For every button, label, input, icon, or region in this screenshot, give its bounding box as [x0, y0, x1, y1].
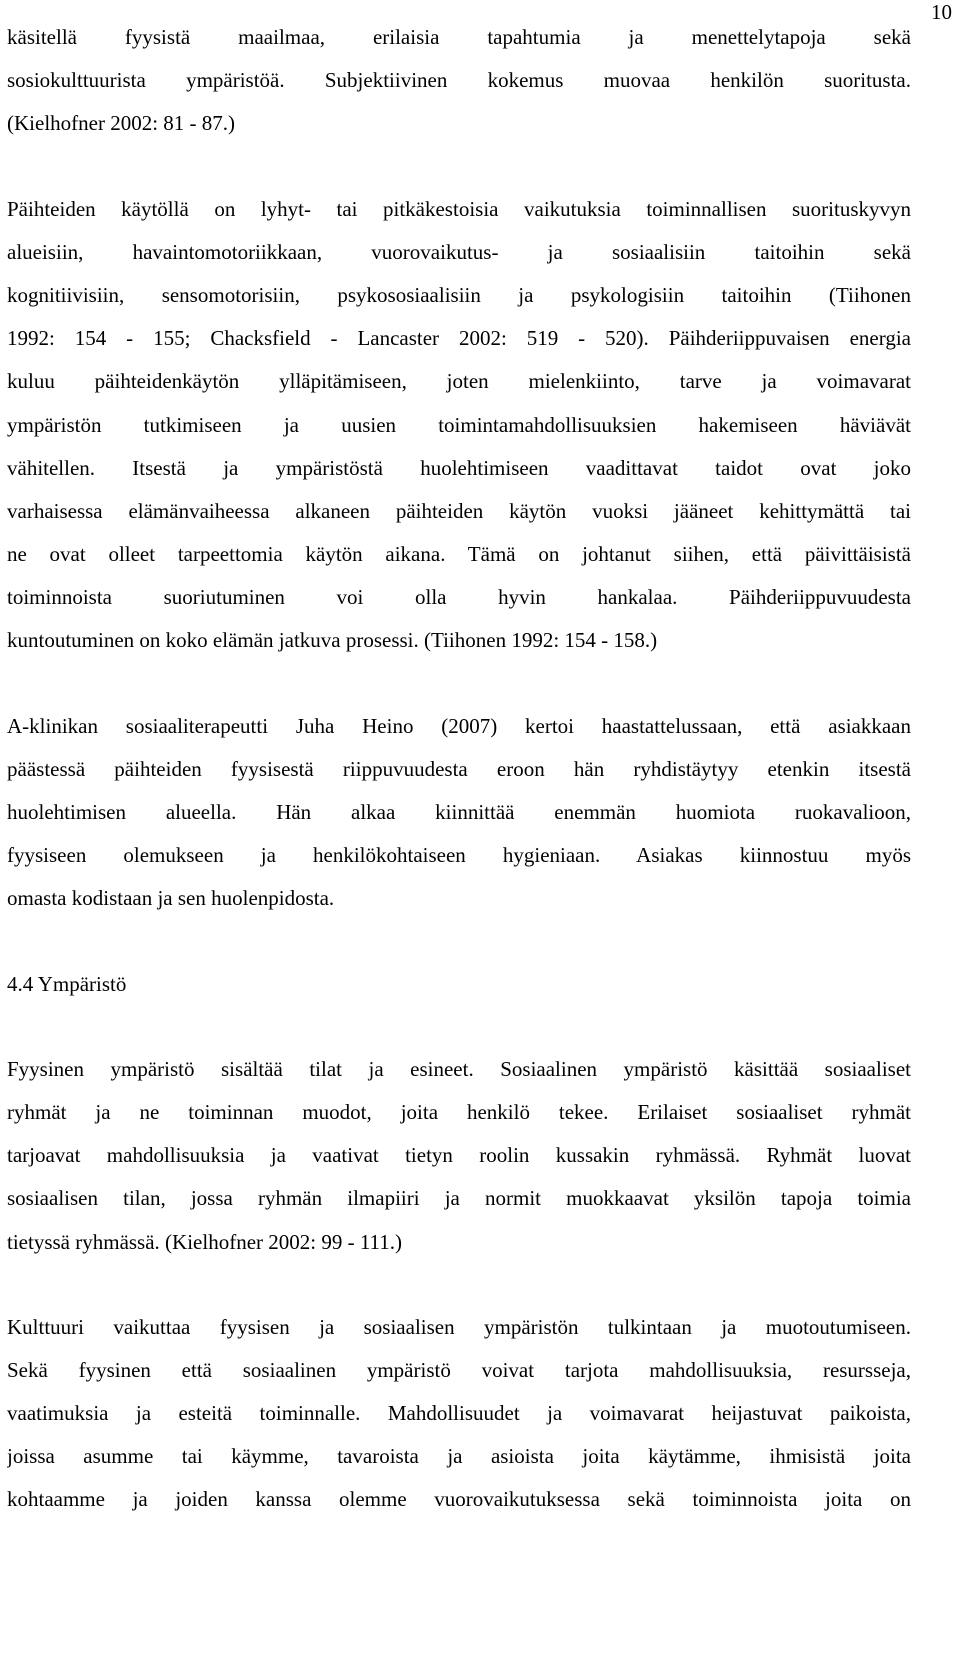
text-line: omasta kodistaan ja sen huolenpidosta. — [7, 886, 335, 911]
text-line: kuluu päihteidenkäytön ylläpitämiseen, joten mielenkiinto, tarve ja voimavarat — [7, 369, 911, 394]
paragraph-1 — [7, 16, 911, 146]
text-line: tietyssä ryhmässä. (Kielhofner 2002: 99 - 111.) — [7, 1229, 403, 1254]
document-body — [7, 16, 911, 1564]
text-line: fyysiseen olemukseen ja henkilökohtaiseen hygieniaan. Asiakas kiinnostuu myös — [7, 843, 911, 868]
text-line: sosiaalisen tilan, jossa ryhmän ilmapiiri ja normit muokkaavat yksilön tapoja toimia — [7, 1186, 911, 1211]
text-line: vaatimuksia ja esteitä toiminnalle. Mahdollisuudet ja voimavarat heijastuvat paikoista, — [7, 1401, 911, 1426]
text-line: huolehtimisen alueella. Hän alkaa kiinnittää enemmän huomiota ruokavalioon, — [7, 800, 911, 824]
text-line: joissa asumme tai käymme, tavaroista ja asioista joita käytämme, ihmisistä joita — [7, 1444, 911, 1469]
text-line: kohtaamme ja joiden kanssa olemme vuorovaikutuksessa sekä toiminnoista joita on — [7, 1487, 911, 1512]
text-line: (Kielhofner 2002: 81 - 87.) — [7, 111, 236, 136]
text-line: 1992: 154 - 155; Chacksfield - Lancaster 2002: 519 - 520). Päihderiippuvaisen energia — [7, 326, 911, 351]
text-line: toiminnoista suoriutuminen voi olla hyvin hankalaa. Päihderiippuvuudesta — [7, 585, 911, 610]
section-heading: 4.4 Ympäristö — [7, 971, 127, 996]
paragraph-2 — [7, 188, 911, 663]
text-line: Kulttuuri vaikuttaa fyysisen ja sosiaalisen ympäristön tulkintaan ja muotoutumiseen. — [7, 1314, 911, 1339]
text-line: vähitellen. Itsestä ja ympäristöstä huolehtimiseen vaadittavat taidot ovat joko — [7, 455, 911, 480]
text-line: Fyysinen ympäristö sisältää tilat ja esineet. Sosiaalinen ympäristö käsittää sosiaaliset — [7, 1056, 911, 1081]
text-line: ne ovat olleet tarpeettomia käytön aikana. Tämä on johtanut siihen, että päivittäisistä — [7, 542, 911, 567]
paragraph-5 — [7, 1306, 911, 1522]
text-line: ympäristön tutkimiseen ja uusien toimintamahdollisuuksien hakemiseen häviävät — [7, 412, 911, 437]
page-number: 10 — [931, 0, 952, 24]
text-line: A-klinikan sosiaaliterapeutti Juha Heino (2007) kertoi haastattelussaan, että asiakkaan — [7, 713, 911, 738]
text-line: Päihteiden käytöllä on lyhyt- tai pitkäkestoisia vaikutuksia toiminnallisen suorituskyvyn — [7, 196, 911, 221]
text-line: käsitellä fyysistä maailmaa, erilaisia tapahtumia ja menettelytapoja sekä — [7, 25, 911, 49]
text-line: Sekä fyysinen että sosiaalinen ympäristö voivat tarjota mahdollisuuksia, resursseja, — [7, 1357, 911, 1382]
text-line: alueisiin, havaintomotoriikkaan, vuorovaikutus- ja sosiaalisiin taitoihin sekä — [7, 239, 911, 264]
text-line: sosiokulttuurista ympäristöä. Subjektiivinen kokemus muovaa henkilön suoritusta. — [7, 68, 911, 93]
text-line: kuntoutuminen on koko elämän jatkuva prosessi. (Tiihonen 1992: 154 - 158.) — [7, 628, 658, 653]
text-line: kognitiivisiin, sensomotorisiin, psykososiaalisiin ja psykologisiin taitoihin (Tiihonen — [7, 282, 911, 307]
paragraph-3 — [7, 705, 911, 921]
text-line: ryhmät ja ne toiminnan muodot, joita henkilö tekee. Erilaiset sosiaaliset ryhmät — [7, 1099, 911, 1124]
paragraph-4 — [7, 1048, 911, 1264]
text-line: tarjoavat mahdollisuuksia ja vaativat tietyn roolin kussakin ryhmässä. Ryhmät luovat — [7, 1143, 911, 1168]
text-line: päästessä päihteiden fyysisestä riippuvuudesta eroon hän ryhdistäytyy etenkin itsestä — [7, 756, 911, 781]
text-line: varhaisessa elämänvaiheessa alkaneen päihteiden käytön vuoksi jääneet kehittymättä tai — [7, 498, 911, 523]
